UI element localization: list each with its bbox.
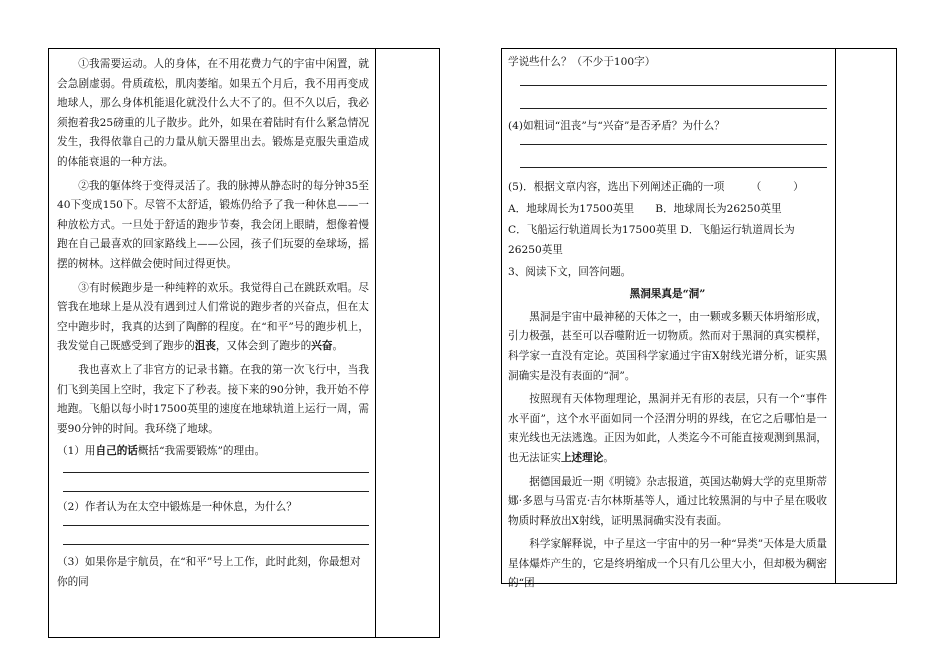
question-4: (4)如粗词“沮丧”与“兴奋”是否矛盾？为什么？ [508,119,725,132]
right-text-column [502,49,835,590]
question-3: （3）如果你是宇航员，在“和平”号上工作，此时此刻，你最想对你的同 [57,556,361,589]
article-paragraph-4: 科学家解释说，中子星这一宇宙中的另一种“异类”天体是大质量星体爆炸产生的，它是终坍缩成一个只有几公里大小，但却极为稠密的“团 [508,538,827,590]
question-1-suffix: 概括“我需要锻炼”的理由。 [137,445,266,458]
article-paragraph-2-end: 。 [603,451,614,464]
question-2: （2）作者认为在太空中锻炼是一种休息，为什么？ [57,500,297,513]
paragraph-3-text: ③有时候跑步是一种纯粹的欢乐。我觉得自己在跳跃欢唱。尽管我在地球上是从没有遇到过人们常说的跑步者的兴奋点，但在太空中跑步时，我真的达到了陶醉的程度。在“和平”号的跑步机上，我发觉自己既感受到了跑步的 [57,281,369,353]
bold-phrase-theory: 上述理论 [560,451,604,464]
question-1-bold: 自己的话 [95,445,138,458]
answer-line [63,491,369,492]
right-page [501,48,897,590]
paragraph-3-middle: ，又体会到了跑步的 [215,340,312,353]
right-notes-column [835,49,896,583]
paragraph-1: ①我需要运动。人的身体，在不用花费力气的宇宙中闲置，就会急剧虚弱。骨质疏松，肌肉萎缩。如果五个月后，我不用再变成地球人，那么身体机能退化就没什么大不了的。但不久以后，我必须抱着我25磅重的儿子散步。此外，如果在着陆时有什么紧急情况发生，我得依靠自己的力量从航天器里出去。锻炼是克服失重造成的体能衰退的一种方法。 [57,58,369,168]
options-ab [508,200,827,220]
left-page [48,48,440,638]
option-a: A．地球周长为17500英里 [508,202,635,215]
answer-line [520,167,827,168]
article-paragraph-2 [508,390,827,468]
options-cd: C．飞船运行轨道周长为17500英里 D．飞船运行轨道周长为26250英里 [508,224,795,256]
bold-word-xingfen: 兴奋 [311,340,333,353]
article-paragraph-3: 据德国最近一期《明镜》杂志报道，英国达勒姆大学的克里斯蒂娜·多恩与马雷克·吉尔林斯基等人，通过比较黑洞的与中子星在吸收物质时释放出X射线，证明黑洞确实没有表面。 [508,475,827,527]
answer-line [520,108,827,109]
question-5: (5)．根据文章内容，选出下列阐述正确的一项 （ ） [508,181,804,194]
question-3-continued: 学说些什么？（不少于100字） [508,56,656,68]
paragraph-4: 我也喜欢上了非官方的记录书籍。在我的第一次飞行中，当我们飞到美国上空时，我定下了秒表。接下来的90分钟，我开始不停地跑。飞船以每小时17500英里的速度在地球轨道上运行一周，需要90分钟的时间。我环绕了地球。 [57,363,369,435]
left-notes-column [375,49,439,637]
left-text-column [49,49,375,637]
article-paragraph-1: 黑洞是宇宙中最神秘的天体之一，由一颗或多颗天体坍缩形成，引力极强，甚至可以吞噬附近一切物质。然而对于黑洞的真实模样，科学家一直没有定论。英国科学家通过宇宙X射线光谱分析，证实黑洞确实是没有表面的“洞”。 [508,310,827,382]
paragraph-3-end: 。 [332,340,344,353]
paragraph-2: ②我的躯体终于变得灵活了。我的脉搏从静态时的每分钟35至40下变成150下。尽管不太舒适，锻炼仍给予了我一种休息——一种放松方式。一旦处于舒适的跑步节奏，我会闭上眼睛，想像着慢跑在自己最喜欢的回家路线上——公园，孩子们玩耍的垒球场，摇摆的树林。这样做会使时间过得更快。 [57,179,369,270]
article-title: 黑洞果真是“洞” [629,288,706,301]
article-paragraph-2-text: 按照现有天体物理理论，黑洞并无有形的表层，只有一个“事件水平面”，这个水平面如同一个泾渭分明的界线，在它之后哪怕是一束光线也无法逃逸。正因为如此，人类迄今不可能直接观测到黑洞，也无法证实 [508,393,827,464]
question-1-prefix: （1）用 [57,445,96,458]
answer-line [63,544,369,545]
question-1 [57,442,369,462]
section-3-heading: 3、阅读下文，回答问题。 [508,265,632,278]
option-b: B．地球周长为26250英里 [655,202,782,215]
paragraph-3 [57,279,369,357]
bold-word-jusang: 沮丧 [194,340,216,353]
